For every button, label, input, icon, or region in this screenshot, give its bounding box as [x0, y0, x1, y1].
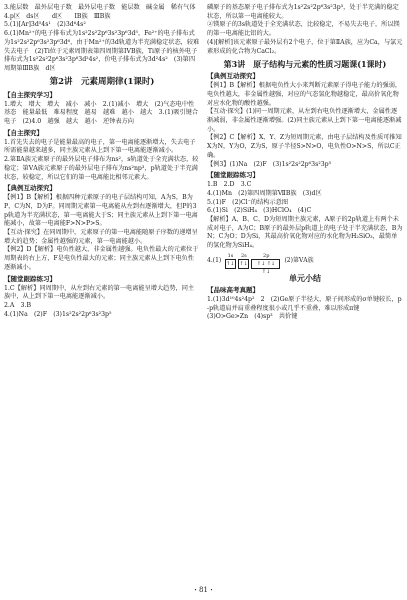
- practice-answers: [4, 285, 200, 320]
- review-answers: [207, 296, 403, 322]
- orbital-box-group: [239, 253, 249, 269]
- chapter-title-periodic-law: 第2讲 元素周期律(1课时): [49, 76, 155, 87]
- answer-paragraph: 2.A 3.B: [4, 301, 32, 309]
- answer-paragraph: (3)O>Ge>Zn (4)sp³ 共价键: [207, 313, 298, 321]
- answer-paragraph: 4.(1)Mn (2)第四周期第ⅦB族 (3)d区: [207, 189, 322, 197]
- section-practice: 【随堂跟踪练习】: [4, 274, 56, 283]
- answer-paragraph: 1.(1)3d¹⁰4s²4p² 2 (2)Ge原子半径大，原子间形成的σ单键较长，p-p轨道肩并肩重叠程度很小或几乎不重叠，难以形成π键: [207, 295, 402, 312]
- answer-paragraph: 2.第ⅡA族元素原子的最外层电子排布为ns²，s轨道处于全充满状态，较稳定；第ⅤA族元素原子的最外层电子排布为ns²np³，p轨道处于半充满状态，较稳定，所以它们的第一电离能比相邻元素大。: [4, 156, 199, 181]
- self-study-answers: [4, 101, 200, 127]
- answer-paragraph: 【例1】B【解析】根据四种元素原子的电子层结构可知，A为S，B为P，C为N，D为F。同周期元素第一电离能从左到右逐渐增大，但P的3p轨道为半充满状态，第一电离能大于S；同主族元素从上到下第一电离能减小，故第一电离能F>N>P>S。: [4, 194, 198, 228]
- answer-paragraph: 5.(1)F (2)Cl⁻的结构示意图: [207, 198, 289, 206]
- orbital-boxes: [225, 252, 280, 275]
- unit-summary-title: 单元小结: [289, 272, 321, 283]
- chapter-title-atomic-structure: 第3讲 原子结构与元素的性质习题课(1课时): [223, 59, 387, 70]
- answer-paragraph: 【例3】(1)Na (2)F (3)1s²2s²2p⁶3s²3p⁵: [207, 160, 332, 168]
- section-follow: 【随堂跟踪练习】: [207, 171, 259, 180]
- follow-answers: [207, 181, 403, 251]
- orbital-suffix: (2)第ⅤA族: [284, 256, 314, 264]
- answer-paragraph: 1.增大 增大 增大 减小 减小 2.(1)减小 增大 (2)气态电中性基态 能量最低 难易程度 越易 越难 越小 越大 3.(1)吸引键合电子 (2)4.0 越强 越大 越小 逆钟表方向: [4, 100, 199, 126]
- orbital-prefix: 4.(1): [207, 256, 222, 264]
- orbital-label: 1s: [227, 252, 234, 259]
- answer-paragraph: 【例1】B【解析】根据电负性大小来判断元素原子得电子能力的强弱，电负性越大，非金属性越强，对应的气态氢化物越稳定，最高价氧化物对应水化物的酸性越强。: [207, 82, 402, 107]
- answer-paragraph: 1.首先失去的电子是能量最高的电子，第一电离能逐渐增大，失去电子所需能量越来越多，同主族元素从上到下第一电离能逐渐减小。: [4, 138, 196, 155]
- orbital-label: 2s: [240, 252, 247, 259]
- answer-paragraph: 磷原子的基态原子电子排布式为1s²2s²2p⁶3s²3p³，处于半充满的稳定状态，所以第一电离能较大。: [207, 4, 399, 20]
- left-intro-answers: [4, 4, 200, 74]
- answer-paragraph: ②镁原子的3s轨道处于全充满状态，比较稳定，不易失去电子，所以镁的第一电离能比铝的大。: [207, 21, 400, 38]
- right-top-answers: [207, 4, 403, 56]
- right-column: [207, 4, 403, 322]
- example-answers: [4, 194, 200, 272]
- inquiry-answers: [4, 139, 200, 183]
- orbital-cell: ↑↓: [239, 260, 248, 267]
- answer-paragraph: 【例2】C【解析】X、Y、Z为短周期元素，由电子层结构及性质可推知X为N，Y为O，Z为S，原子半径S>N>O，电负性O>N>S，所以C正确。: [207, 134, 402, 159]
- section-inquiry: 【自主探究】: [4, 128, 43, 137]
- answer-paragraph: 5.(1)[Ar]3d⁵4s¹ (2)3d⁶4s²: [4, 21, 86, 29]
- answer-paragraph: 6.(1)Si (2)SiH₄ (3)HClO₄ (4)C: [207, 207, 312, 215]
- answer-paragraph: 1.B 2.D 3.C: [207, 181, 252, 189]
- orbital-cell: ↑↓ ↑↓ ↑↓: [251, 259, 280, 269]
- section-example: 【典例互动探究】: [4, 184, 56, 193]
- typical-answers: [207, 82, 403, 169]
- answer-paragraph: 【互动·探究】在同周期中，元素原子的第一电离能随原子序数的递增呈增大的趋势；金属性越强的元素，第一电离能越小。: [4, 229, 198, 245]
- section-self-study: 【自主探究学习】: [4, 90, 56, 99]
- orbital-diagram: [207, 252, 403, 275]
- left-column: [4, 4, 200, 319]
- answer-paragraph: 【例2】D【解析】电负性越大，非金属性越强。电负性最大的元素位于周期表的右上方，F是电负性最大的元素；同主族元素从上到下电负性逐渐减小。: [4, 246, 199, 271]
- answer-paragraph: 4.p区 ds区 d区 IB族 ⅢB族: [4, 12, 111, 20]
- orbital-cell: ↑↓: [225, 260, 235, 267]
- answer-paragraph: 4.(1)Na (2)F (3)1s²2s²2p⁶3s²3p⁵: [4, 310, 112, 318]
- orbital-label: 2p: [263, 252, 270, 259]
- answer-paragraph: 1.C【解析】同周期中，从左到右元素的第一电离能呈增大趋势，同主族中，从上到下第一电离能逐渐减小。: [4, 284, 195, 301]
- section-typical: 【典例互动探究】: [207, 72, 259, 81]
- section-review: 【品味高考真题】: [207, 285, 259, 294]
- orbital-box-group: [225, 253, 235, 269]
- orbital-box-group: [252, 252, 280, 275]
- answer-paragraph: 3.能层数 最外层电子数 最外层电子数 能层数 碱金属 稀有气体: [4, 4, 196, 11]
- page-number: ・81・: [192, 586, 215, 594]
- answer-paragraph: (4)[解析]该元素原子最外层有2个电子，位于第ⅡA族，应为Ca，与氯元素形成的化合物为CaCl₂。: [207, 38, 403, 55]
- answer-paragraph: 【解析】A、B、C、D为短周期主族元素，A原子的2p轨道上有两个未成对电子，A为C；B原子的最外层p轨道上的电子处于半充满状态，B为N；C为O；D为Si，其最高价氧化物对应的水化物为H₂SiO₃，最简单的氢化物为SiH₄。: [207, 216, 403, 250]
- answer-paragraph: 【互动·探究】(1)同一周期元素，从左到右电负性逐渐增大，金属性逐渐减弱，非金属性逐渐增强。(2)同主族元素从上到下第一电离能逐渐减小。: [207, 108, 402, 133]
- answer-paragraph: 6.(1)Mn²⁺的电子排布式为1s²2s²2p⁶3s²3p⁶3d⁵，Fe²⁺的电子排布式为1s²2s²2p⁶3s²3p⁶3d⁶，由于Mn²⁺的3d轨道为半充满稳定状态，较难失去电子 (2)Ti位于元素周期表第四周期第IVB族，Ti原子的核外电子排布式为1s²2s²2p⁶3s²3p⁶3d²4s²，价电子排布式为3d²4s² (3)第四周期第ⅢB族 d区: [4, 30, 200, 72]
